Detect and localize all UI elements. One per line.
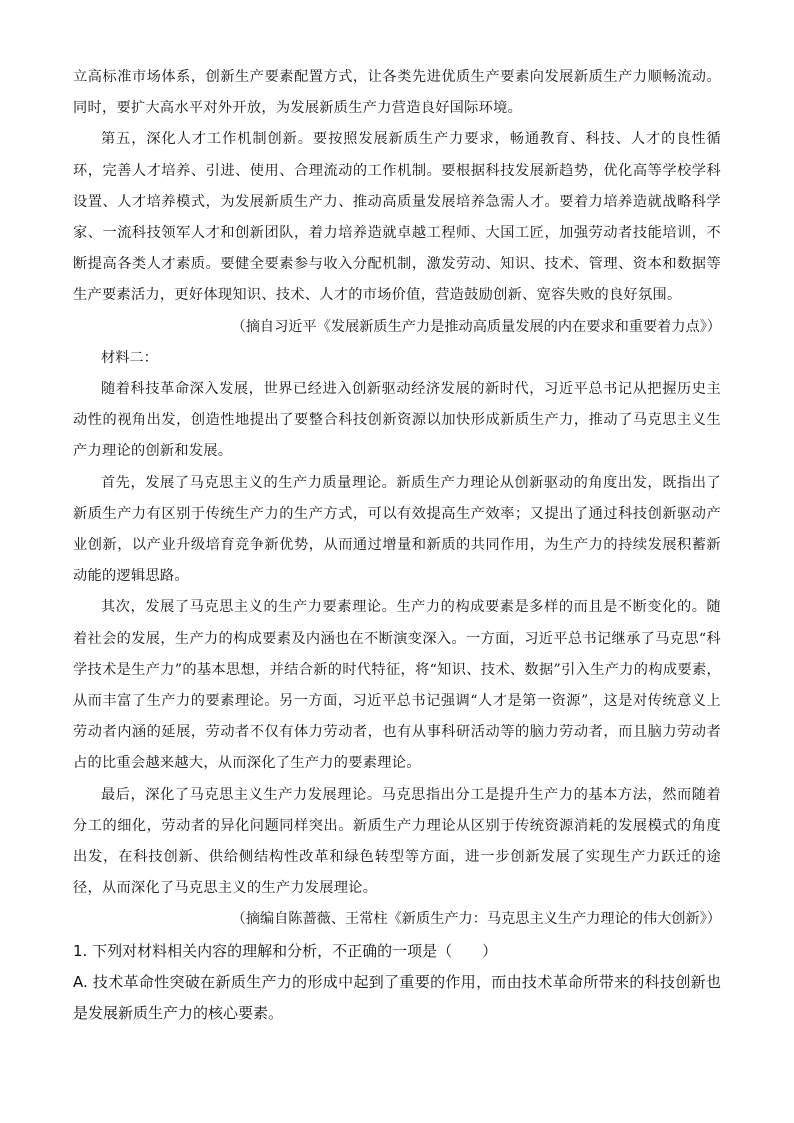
- document-page: [73, 62, 721, 1029]
- paragraph-continuation: 立高标准市场体系，创新生产要素配置方式，让各类先进优质生产要素向发展新质生产力顺畅流动。同时，要扩大高水平对外开放，为发展新质生产力营造良好国际环境。: [73, 69, 721, 117]
- paragraph-second-point: 其次，发展了马克思主义的生产力要素理论。生产力的构成要素是多样的而且是不断变化的。随着社会的发展，生产力的构成要素及内涵也在不断演变深入。一方面，习近平总书记继承了马克思“科学技术是生产力”的基本思想，并结合新的时代特征，将“知识、技术、数据”引入生产力的构成要素，从而丰富了生产力的要素理论。另一方面，习近平总书记强调“人才是第一资源”，这是对传统意义上劳动者内涵的延展，劳动者不仅有体力劳动者，也有从事科研活动等的脑力劳动者，而且脑力劳动者占的比重会越来越大，从而深化了生产力的要素理论。: [73, 599, 721, 772]
- paragraph-last-point: 最后，深化了马克思主义生产力发展理论。马克思指出分工是提升生产力的基本方法，然而随着分工的细化，劳动者的异化问题同样突出。新质生产力理论从区别于传统资源消耗的发展模式的角度出发，在科技创新、供给侧结构性改革和绿色转型等方面，进一步创新发展了实现生产力跃迁的途径，从而深化了马克思主义的生产力发展理论。: [73, 786, 721, 897]
- paragraph-material2-intro: 随着科技革命深入发展，世界已经进入创新驱动经济发展的新时代，习近平总书记从把握历史主动性的视角出发，创造性地提出了要整合科技创新资源以加快形成新质生产力，推动了马克思主义生产力理论的创新和发展。: [73, 381, 721, 460]
- source-citation-2: （摘编自陈蔷薇、王常柱《新质生产力：马克思主义生产力理论的伟大创新》）: [231, 911, 721, 928]
- option-a: A. 技术革命性突破在新质生产力的形成中起到了重要的作用，而由技术革命所带来的科技创新也是发展新质生产力的核心要素。: [73, 972, 721, 1022]
- paragraph-fifth-point: 第五，深化人才工作机制创新。要按照发展新质生产力要求，畅通教育、科技、人才的良性循环，完善人才培养、引进、使用、合理流动的工作机制。要根据科技发展新趋势，优化高等学校学科设置、人才培养模式，为发展新质生产力、推动高质量发展培养急需人才。要着力培养造就战略科学家、一流科技领军人才和创新团队，着力培养造就卓越工程师、大国工匠，加强劳动者技能培训，不断提高各类人才素质。要健全要素参与收入分配机制，激发劳动、知识、技术、管理、资本和数据等生产要素活力，更好体现知识、技术、人才的市场价值，营造鼓励创新、宽容失败的良好氛围。: [73, 131, 721, 304]
- paragraph-first-point: 首先，发展了马克思主义的生产力质量理论。新质生产力理论从创新驱动的角度出发，既指出了新质生产力有区别于传统生产力的生产方式，可以有效提高生产效率；又提出了通过科技创新驱动产业创新，以产业升级培育竞争新优势，从而通过增量和新质的共同作用，为生产力的持续发展积蓄新动能的逻辑思路。: [73, 474, 721, 585]
- source-citation-1: （摘自习近平《发展新质生产力是推动高质量发展的内在要求和重要着力点》）: [231, 318, 721, 335]
- material-2-label: 材料二：: [101, 349, 158, 366]
- question-1: 1. 下列对材料相关内容的理解和分析，不正确的一项是（ ）: [73, 941, 498, 960]
